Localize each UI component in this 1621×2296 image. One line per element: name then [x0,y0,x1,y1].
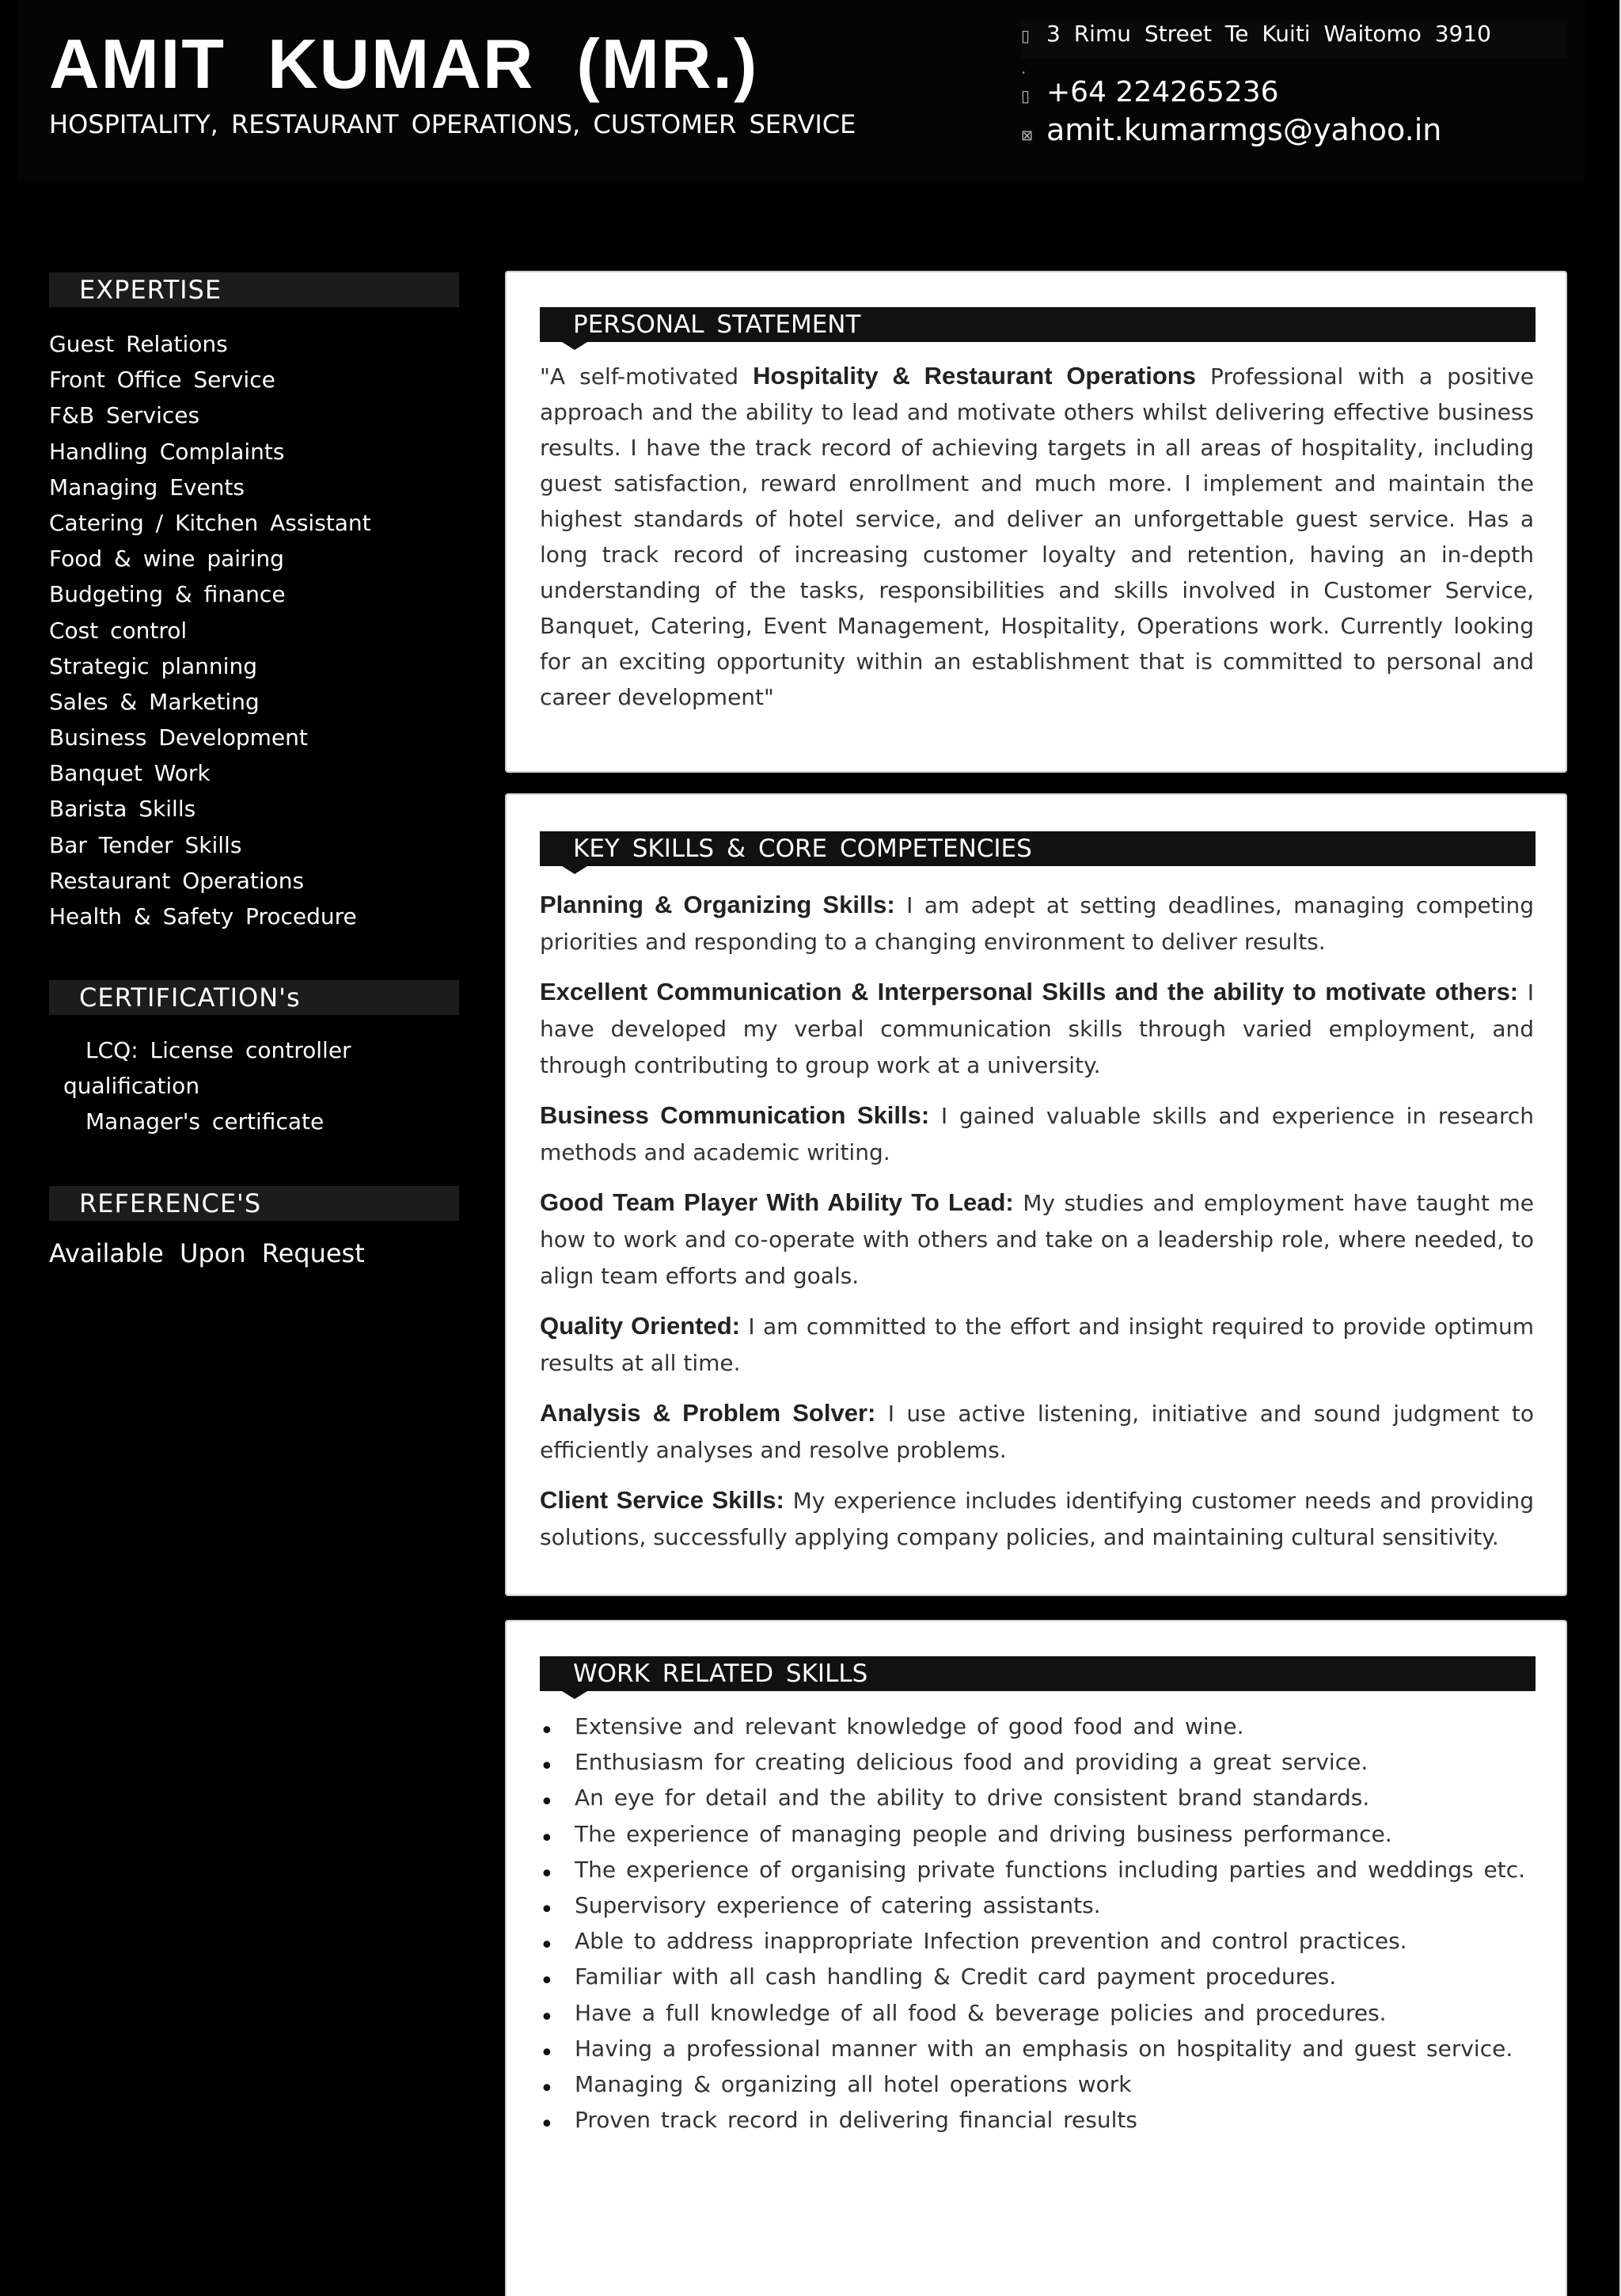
statement-highlight: Hospitality & Restaurant Operations [753,362,1196,390]
list-item: Front Office Service [49,367,275,393]
list-item: Banquet Work [49,760,211,787]
list-item: • Extensive and relevant knowledge of good food and wine. [540,1709,1525,1744]
work-skills-card [505,1620,1567,2296]
skill-item [540,1097,1534,1171]
list-item: Food & wine pairing [49,545,284,572]
skill-item [540,974,1534,1084]
skill-item [540,1308,1534,1382]
certification-heading: CERTIFICATION's [49,980,459,1015]
list-item: • Having a professional manner with an emphasis on hospitality and guest service. [540,2031,1525,2066]
work-skills-title [540,1656,1536,1691]
work-skills-list [540,1709,1525,2138]
list-item: Cost control [49,617,188,644]
personal-statement-text [540,358,1534,715]
certification-list [63,1032,351,1139]
list-item: • Managing & organizing all hotel operations work [540,2066,1525,2102]
skill-text: I am adept at setting deadlines, managing competing priorities and responding to a changing environment to deliver results. [540,892,1534,955]
reference-heading: REFERENCE'S [49,1186,459,1221]
skill-label: Good Team Player With Ability To Lead: [540,1188,1014,1216]
list-item: • The experience of organising private functions including parties and weddings etc. [540,1852,1525,1887]
list-item: • Proven track record in delivering financial results [540,2102,1525,2138]
list-item: F&B Services [49,402,200,429]
list-item: Guest Relations [49,331,228,357]
list-item: • Supervisory experience of catering assistants. [540,1887,1525,1923]
contact-address [1021,21,1567,59]
section-title-text: WORK RELATED SKILLS [573,1659,868,1688]
list-item: • Have a full knowledge of all food & beverage policies and procedures. [540,1995,1525,2031]
phone-text: +64 224265236 [1046,76,1279,108]
skill-label: Quality Oriented: [540,1312,740,1340]
list-item: qualification [63,1073,200,1099]
candidate-tagline: HOSPITALITY, RESTAURANT OPERATIONS, CUSTOMER SERVICE [49,109,856,139]
list-item: Strategic planning [49,652,257,679]
skill-text: I have developed my verbal communication skills through varied employment, and through contributing to group work at a university. [540,979,1534,1078]
key-skills-title [540,831,1536,866]
list-item: Handling Complaints [49,438,285,465]
address-text: 3 Rimu Street Te Kuiti Waitomo 3910 [1046,21,1491,47]
title-pointer-icon [562,1691,587,1699]
list-item: Barista Skills [49,796,196,823]
title-pointer-icon [562,342,587,350]
skill-text: I am committed to the effort and insight required to provide optimum results at all time. [540,1313,1534,1376]
skill-item [540,1184,1534,1294]
list-item: Restaurant Operations [49,867,305,894]
list-item: Budgeting & finance [49,581,286,608]
skill-text: I use active listening, initiative and sound judgment to efficiently analyses and resolve problems. [540,1401,1534,1463]
list-item: • The experience of managing people and driving business performance. [540,1816,1525,1852]
skill-label: Planning & Organizing Skills: [540,891,895,918]
list-item: Sales & Marketing [49,688,260,715]
skill-label: Excellent Communication & Interpersonal Skills and the ability to motivate others: [540,978,1519,1005]
email-text: amit.kumarmgs@yahoo.in [1046,112,1442,147]
skill-label: Analysis & Problem Solver: [540,1399,876,1427]
list-item: Catering / Kitchen Assistant [49,509,371,536]
title-pointer-icon [562,866,587,874]
list-item: • Able to address inappropriate Infection prevention and control practices. [540,1923,1525,1959]
contact-phone [1021,76,1279,108]
list-item: • Familiar with all cash handling & Credit card payment procedures. [540,1959,1525,1994]
skill-item [540,1482,1534,1556]
key-skills-list [540,887,1534,1569]
skill-label: Business Communication Skills: [540,1101,930,1129]
section-title-text: KEY SKILLS & CORE COMPETENCIES [573,834,1032,863]
candidate-name: AMIT KUMAR (MR.) [49,25,759,103]
skill-text: My experience includes identifying customer needs and providing solutions, successfully applying company policies, and maintaining cultural sensitivity. [540,1488,1534,1550]
list-item: • Enthusiasm for creating delicious food and providing a great service. [540,1744,1525,1780]
statement-intro: "A self-motivated [540,363,754,390]
personal-statement-card [505,271,1567,773]
skill-text: I gained valuable skills and experience in research methods and academic writing. [540,1103,1534,1165]
expertise-list [49,326,371,934]
personal-statement-title [540,307,1536,342]
skill-item [540,887,1534,960]
email-icon: ⊠ [1021,127,1034,144]
list-item: Health & Safety Procedure [49,903,357,929]
section-title-text: PERSONAL STATEMENT [573,310,861,339]
list-item: LCQ: License controller [85,1037,351,1063]
list-item: Managing Events [49,473,245,500]
skill-text: My studies and employment have taught me how to work and co-operate with others and take on a leadership role, where needed, to align team efforts and goals. [540,1190,1534,1289]
skill-item [540,1395,1534,1469]
list-item: Manager's certificate [85,1108,325,1135]
expertise-heading: EXPERTISE [49,272,459,307]
location-icon: ▯ [1021,26,1031,45]
list-item: • An eye for detail and the ability to drive consistent brand standards. [540,1780,1525,1815]
reference-text: Available Upon Request [49,1238,365,1268]
list-item: Business Development [49,724,308,751]
key-skills-card [505,793,1567,1596]
list-item: Bar Tender Skills [49,831,242,858]
contact-separator: . [1021,59,1027,78]
phone-icon: ▯ [1021,86,1031,105]
skill-label: Client Service Skills: [540,1486,784,1514]
contact-email [1021,112,1441,147]
statement-body: Professional with a positive approach and the ability to lead and motivate others whilst delivering effective business results. I have the track record of achieving targets in all areas of hospitality, including guest satisfaction, reward enrollment and much more. I implement and maintain the highest standards of hotel service, and deliver an unforgettable guest service. Has a long track record of increasing customer loyalty and retention, having an in-depth understanding of the tasks, responsibilities and skills involved in Customer Service, Banquet, Catering, Event Management, Hospitality, Operations work. Currently looking for an exciting opportunity within an establishment that is committed to personal and career development" [540,363,1534,710]
